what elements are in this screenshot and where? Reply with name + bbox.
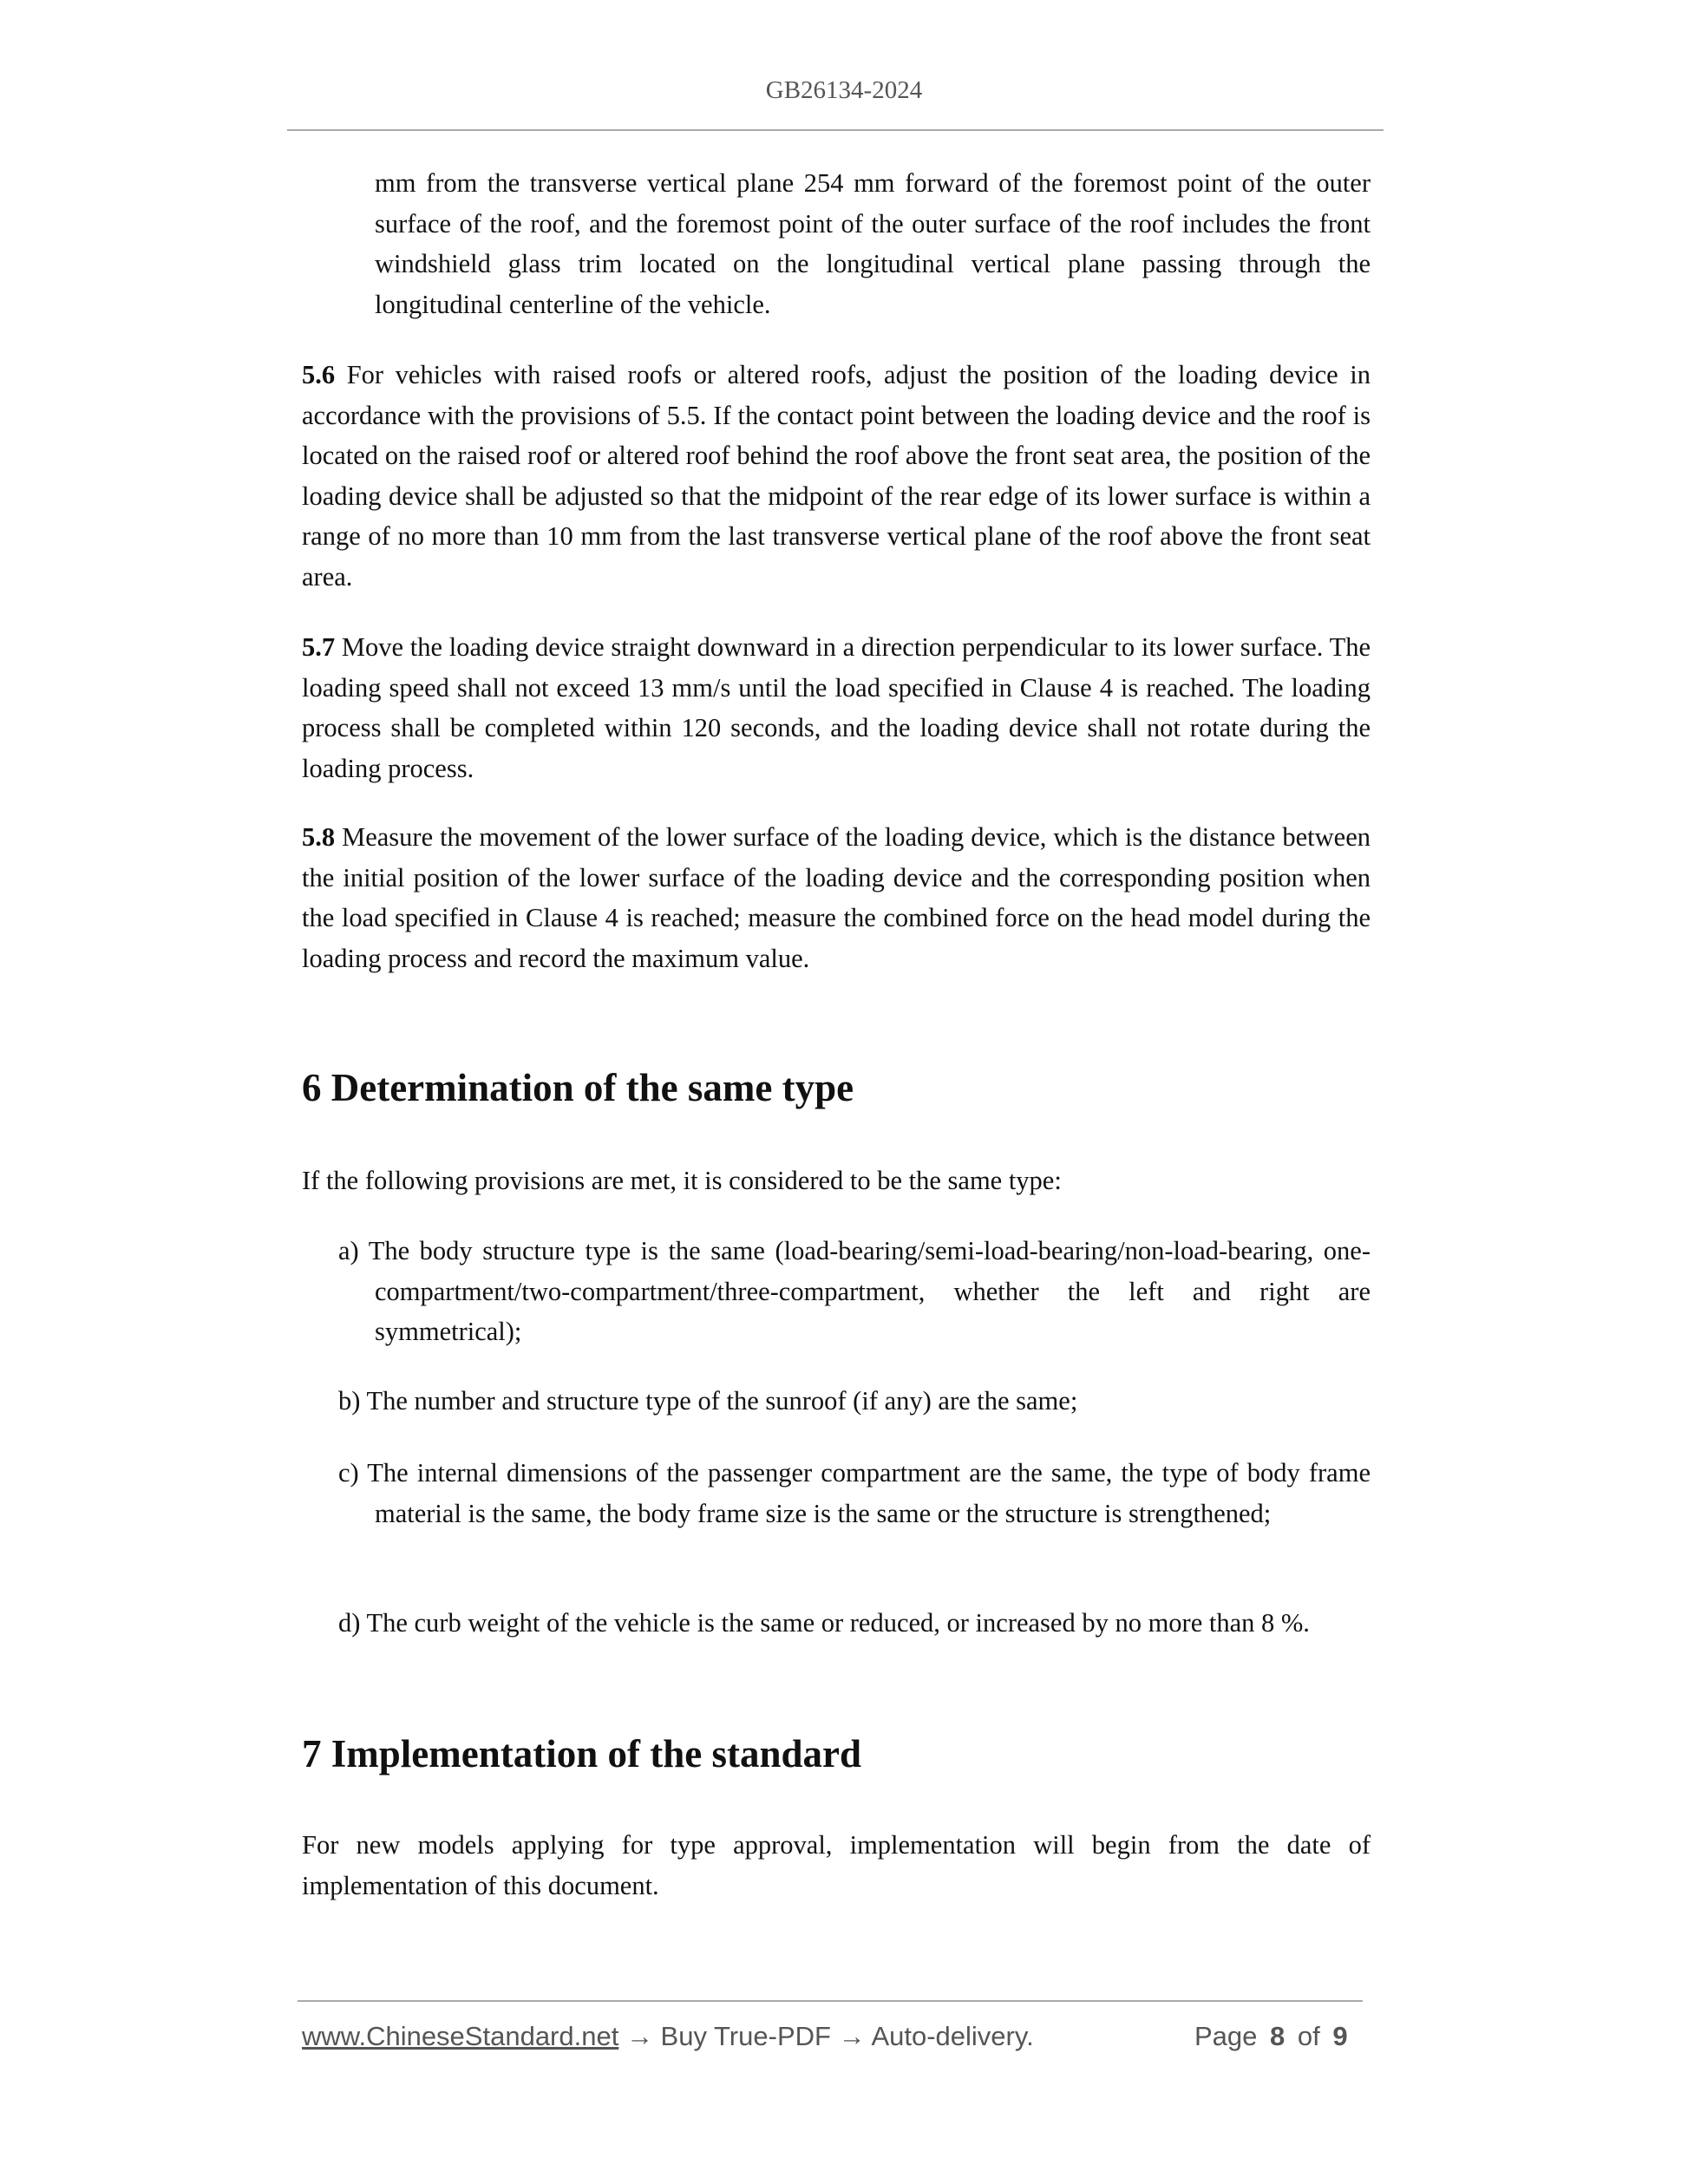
footer-divider xyxy=(298,2000,1363,2002)
clause-5-7 xyxy=(302,627,1371,788)
list-item: b) The number and structure type of the sunroof (if any) are the same; xyxy=(338,1386,1078,1416)
list-item: d) The curb weight of the vehicle is the same or reduced, or increased by no more than 8 %. xyxy=(338,1608,1310,1638)
page-label: Page xyxy=(1194,2021,1258,2051)
clause-text: For vehicles with raised roofs or altered roofs, adjust the position of the loading device in accordance with the provisions of 5.5. If the contact point between the loading device and the roof is located on the raised roof or altered roof behind the roof above the front seat area, the position of the loading device shall be adjusted so that the midpoint of the rear edge of its lower surface is within a range of no more than 10 mm from the last transverse vertical plane of the roof above the front seat area. xyxy=(302,360,1371,592)
section-7-heading: 7 Implementation of the standard xyxy=(302,1732,862,1775)
clause-number: 5.7 xyxy=(302,632,336,662)
clause-text: Move the loading device straight downward in a direction perpendicular to its lower surface. The loading speed shall not exceed 13 mm/s until the load specified in Clause 4 is reached. The loading process shall be completed within 120 seconds, and the loading device shall not rotate during the loading process. xyxy=(302,632,1371,783)
section-6-heading: 6 Determination of the same type xyxy=(302,1066,854,1109)
section-7-text: For new models applying for type approval, implementation will begin from the date of implementation of this document. xyxy=(302,1830,1371,1900)
footer-promo-text: → Buy True-PDF → Auto-delivery. xyxy=(618,2021,1034,2051)
header-divider xyxy=(287,129,1384,131)
clause-text: Measure the movement of the lower surface of the loading device, which is the distance between the initial position of the lower surface of the loading device and the corresponding position when the load specified in Clause 4 is reached; measure the combined force on the head model during the loading process and record the maximum value. xyxy=(302,822,1371,973)
continuation-paragraph: mm from the transverse vertical plane 254 mm forward of the foremost point of the outer surface of the roof, and the foremost point of the outer surface of the roof includes the front windshield glass trim located on the longitudinal vertical plane passing through the longitudinal centerline of the vehicle. xyxy=(375,168,1371,319)
total-pages: 9 xyxy=(1332,2021,1348,2051)
website-link[interactable]: www.ChineseStandard.net xyxy=(302,2021,619,2051)
footer-promo xyxy=(302,2021,1034,2052)
clause-number: 5.8 xyxy=(302,822,336,852)
of-label: of xyxy=(1297,2021,1320,2051)
section-6-intro: If the following provisions are met, it is considered to be the same type: xyxy=(302,1166,1062,1195)
clause-5-6 xyxy=(302,355,1371,597)
document-id-header: GB26134-2024 xyxy=(765,76,923,104)
page-indicator xyxy=(1194,2021,1348,2052)
clause-number: 5.6 xyxy=(302,360,336,389)
list-item: a) The body structure type is the same (load-bearing/semi-load-bearing/non-load-bearing, one-compartment/two-compartment/three-compartment, whether the left and right are symmetrical); xyxy=(338,1236,1371,1346)
current-page: 8 xyxy=(1270,2021,1286,2051)
list-item: c) The internal dimensions of the passenger compartment are the same, the type of body frame material is the same, the body frame size is the same or the structure is strengthened; xyxy=(338,1458,1371,1528)
clause-5-8 xyxy=(302,817,1371,978)
